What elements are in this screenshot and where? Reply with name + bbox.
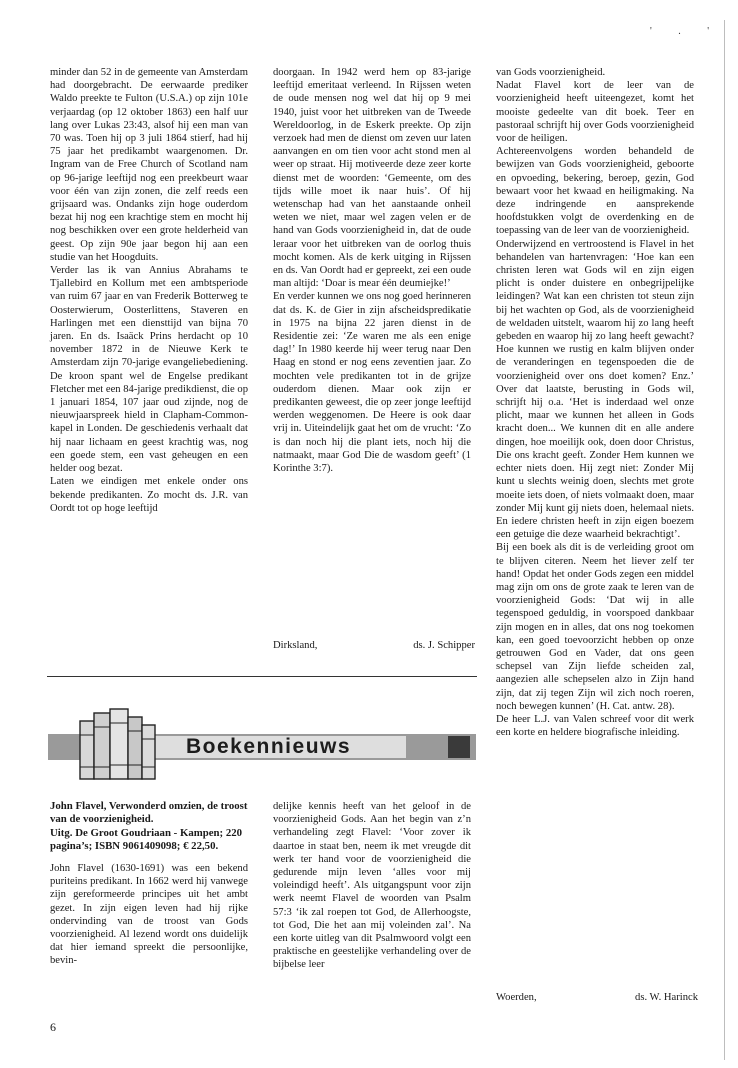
article-column-1 bbox=[50, 66, 248, 515]
review-header bbox=[50, 800, 250, 854]
signature-place: Dirksland, bbox=[273, 640, 318, 651]
article-text-1: minder dan 52 in de gemeente van Amsterdam had doorgebracht. De eerwaarde prediker Waldo preekte te Fulton (U.S.A.) op zijn 101e verjaardag (op 12 oktober 1863) een half uur lang over Lukas 23:43, alsof hij een man van 70 was. Toen hij op 3 juli 1864 stierf, had hij 75 jaar het predikambt waargenomen. Dr. Ingram van de Free Church of Scotland nam op 96-jarige leeftijd nog een preekbeurt waar voor één van zijn zonen, die zelf reeds een grijsaard was. Ondanks zijn hoge ouderdom bezat hij nog een krachtige stem en mocht hij nog beschikken over een grote helderheid van geest. Op zijn 90e jaar begon hij aan een studie van het Hoogduits. Verder las ik van Annius Abrahams te Tjallebird en Kollum met een ambtsperiode van ruim 67 jaar en van Frederik Botterweg te Oosterwierum, Oosterlittens, Staveren en Harlingen met een diensttijd van bijna 70 jaren. En ds. Isaäck Prins herdacht op 10 november 1872 in de Nieuwe Kerk te Amsterdam zijn 70-jarige evangeliebediening. De kroon spant wel de Engelse predikant Fletcher met een 84-jarige predikdienst, die op 1 januari 1854, 107 jaar oud zijnde, nog de nieuwjaarspreek hield in Clapham-Common-kapel in Londen. De geschiedenis verhaalt dat hij naar lichaam en geest krachtig was, nog een goede stem, een vast geheugen en een helder oog bezat. Laten we eindigen met enkele onder ons bekende predikanten. Zo mocht ds. J.R. van Oordt tot op hoge leeftijd bbox=[50, 67, 248, 514]
signature-place: Woerden, bbox=[496, 992, 537, 1003]
page-number: 6 bbox=[50, 1020, 56, 1034]
signature-author: ds. J. Schipper bbox=[413, 640, 475, 651]
books-icon bbox=[76, 705, 160, 781]
review-text-2: delijke kennis heeft van het geloof in de voorzienigheid Gods. Aan het begin van z’n verhandeling zegt Flavel: ‘Voor zover ik daartoe in staat ben, neem ik met vreugde dit werk ter hand voor de voorzienigheid die gedurende mijn leven ‘alles voor mij voleindigd heeft’. Als uitgangspunt voor zijn werk neemt Flavel de woorden van Psalm 57:3 ‘ik zal roepen tot God, de Allerhoogste, tot God, Die het aan mij voleinden zal’. Na een korte uitleg van dit Psalmwoord volgt een praktische en geestelijke verhandeling over de bijbelse leer bbox=[273, 801, 471, 971]
section-title: Boekennieuws bbox=[186, 735, 352, 758]
signature-harinck bbox=[496, 992, 698, 1003]
signature-schipper bbox=[273, 640, 475, 651]
review-column-1 bbox=[50, 862, 248, 968]
review-publisher: Uitg. De Groot Goudriaan - Kampen; 220 pagina’s; ISBN 9061409098; € 22,50. bbox=[50, 826, 243, 853]
review-text-1: John Flavel (1630-1691) was een bekend puriteins predikant. In 1662 werd hij vanwege zijn gereformeerde principes uit het ambt gezet. In zijn eigen leven had hij rijke ondervinding van de troost van Gods voorzienigheid. Al lezend wordt ons duidelijk dat hier iemand spreekt die persoonlijke, bevin- bbox=[50, 863, 248, 967]
signature-author: ds. W. Harinck bbox=[635, 992, 698, 1003]
page-edge-line bbox=[724, 20, 725, 1060]
review-book-title: John Flavel, Verwonderd omzien, de troost van de voorzienigheid. bbox=[50, 800, 248, 826]
article-text-2: doorgaan. In 1942 werd hem op 83-jarige leeftijd emeritaat verleend. In Rijssen weten de oude mensen nog wel dat hij op 9 mei 1940, juist voor het uitbreken van de Tweede Wereldoorlog, in de Eskerk preekte. Op zijn verzoek had men de dienst om zeven uur laten aanvangen en om tien voor acht stond men al weer op straat. Hij motiveerde deze zeer korte dienst met de woorden: ‘Gemeente, om des tijds wille moet ik naar huis’. Of hij wetenschap had van het aanstaande onheil weten we niet, maar wel zagen velen er de hand van Gods voorzienigheid in, dat de oude leraar voor het uitbreken van de oorlog thuis mocht komen. Als de kerk uitging in Rijssen en ds. Van Oordt had er gepreekt, zei een oude man altijd: ‘Doar is mear één deumiejke!’ En verder kunnen we ons nog goed herinneren dat ds. K. de Gier in zijn afscheidspredikatie in 1975 na bijna 22 jaren dienst in de Residentie zei: ‘Ze waren me als een enige dag!’ In 1980 keerde hij weer terug naar Den Haag en stond er nog eens zeventien jaar. Zo mochten vele predikanten tot in de grijze ouderdom dienen. Maar ook zijn er predikanten geweest, die op zeer jonge leeftijd werden weggenomen. De Heere is ook daar vrij in. Uiteindelijk gaat het om de vrucht: ‘Zo is dan noch hij die plant iets, noch hij die natmaakt, maar God Die de wasdom geeft’ (1 Korinthe 3:7). bbox=[273, 67, 471, 475]
section-divider bbox=[47, 676, 477, 677]
article-column-2 bbox=[273, 66, 471, 475]
review-text-3: van Gods voorzienigheid. Nadat Flavel kort de leer van de voorzienigheid heeft uiteengezet, komt het mooiste gedeelte van dit boek. Teer en pastoraal schrijft hij over Gods voorzienigheid voor de heiligen. Achtereenvolgens worden behandeld de bewijzen van Gods voorzienigheid, geboorte en opvoeding, bekering, beroep, gezin, God bewaart voor het kwaad en heiligmaking. Na deze indringende en aansprekende hoofdstukken volgt de overdenking en de toepassing van de leer van de voorzienigheid. Onderwijzend en vertroostend is Flavel in het behandelen van hartenvragen: ‘Hoe kan een christen leren wat Gods wil en zijn eigen plicht is onder duistere en onbegrijpelijke leidingen? Wat kan een christen tot steun zijn bij het wachten op God, als de voorzienigheid de weldaden uitstelt, waarom hij zo lang heeft gebeden en waarop hij zo lang heeft gewacht? Hoe kunnen we rustig en kalm blijven onder de veranderingen en tegenspoeden die de voorzienigheid over ons doet komen? Enz.’ Over dat laatste, berusting in Gods wil, schrijft hij o.a. ‘Het is inderdaad wel onze plicht, maar we kunnen het alleen in Gods kracht doen... We kunnen dit en alle andere dingen, hoe moeilijk ook, doen door Christus, Die ons kracht geeft. Zonder Hem kunnen we echter niets doen. Hij zegt niet: Zonder Mij kunt u slechts weinig doen, slechts met grote moeite iets doen, of niets volmaakt doen, maar zonder Mij kunt gij niets doen, helemaal niets. En iedere christen heeft in zijn eigen boezem een getuige die deze waarheid bekrachtigt’. Bij een boek als dit is de verleiding groot om te blijven citeren. Neem het liever zelf ter hand! Opdat het onder Gods zegen een middel mag zijn om ons de grote zaak te leren van de voorzienigheid Gods: ‘Dat wij in alle tegenspoed geduldig, in voorspoed dankbaar zijn mogen en in alles, dat ons nog toekomen kan, een goed toevoorzicht hebben op onze getrouwen God en Vader, dat ons geen schepsel van Zijn liefde scheiden zal, aangezien alle schepselen alzo in Zijn hand zijn, dat zij tegen Zijn wil zich noch roeren, noch bewegen kunnen’ (H. Cat. antw. 28). De heer L.J. van Valen schreef voor dit werk een korte en heldere biografische inleiding. bbox=[496, 67, 694, 739]
article-column-3 bbox=[496, 66, 694, 739]
review-column-2 bbox=[273, 800, 471, 972]
corner-marks: ' . ' bbox=[650, 26, 722, 37]
banner-dark-square bbox=[448, 736, 470, 758]
